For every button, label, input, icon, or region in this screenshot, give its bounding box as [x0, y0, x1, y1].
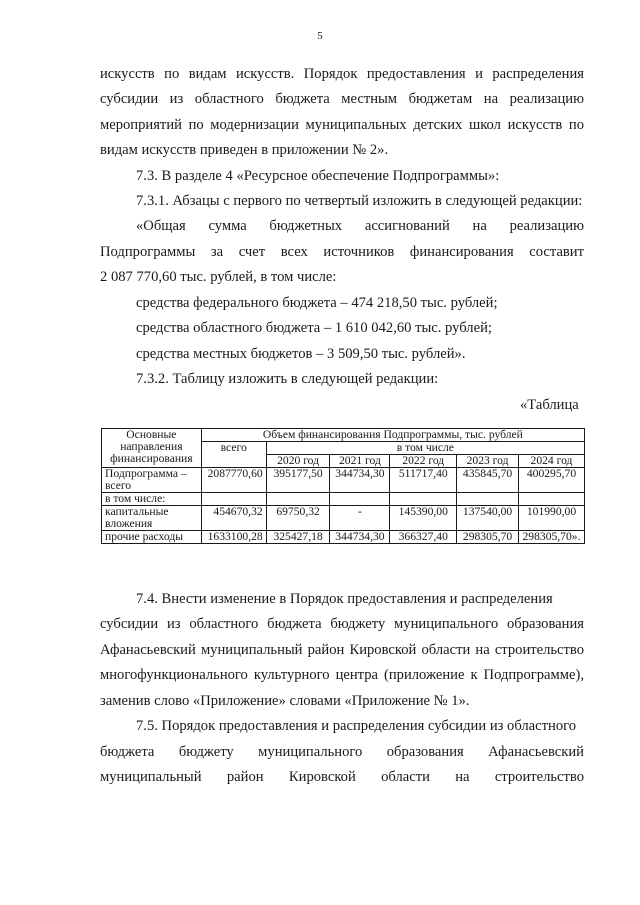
table-cell: [457, 493, 519, 506]
section-7-3: 7.3. В разделе 4 «Ресурсное обеспечение Подпрограммы»:: [136, 168, 500, 184]
paragraph-line: видам искусств приведен в приложении № 2».: [100, 142, 389, 158]
header-year: 2021 год: [330, 455, 390, 468]
header-year: 2024 год: [518, 455, 584, 468]
section-7-4: 7.4. Внести изменение в Порядок предоставления и распределения: [136, 591, 553, 607]
table-cell: 344734,30: [330, 531, 390, 544]
quote-line: средства областного бюджета – 1 610 042,60 тыс. рублей;: [136, 320, 492, 336]
paragraph-line: мероприятий по модернизации муниципальных детских школ искусств по: [100, 117, 584, 133]
table-label: «Таблица: [520, 397, 579, 413]
table-cell: 395177,50: [266, 468, 330, 493]
table-cell: [390, 493, 457, 506]
table-row: [102, 506, 585, 531]
table-cell: 2087770,60: [201, 468, 266, 493]
table-cell: 511717,40: [390, 468, 457, 493]
paragraph-line: субсидии из областного бюджета бюджету муниципального образования: [100, 616, 584, 632]
table-cell: 101990,00: [518, 506, 584, 531]
table-cell: [201, 493, 266, 506]
table-cell: 325427,18: [266, 531, 330, 544]
table-row: [102, 468, 585, 493]
header-year: 2022 год: [390, 455, 457, 468]
quote-line: средства федерального бюджета – 474 218,50 тыс. рублей;: [136, 295, 498, 311]
page-number: 5: [317, 30, 323, 42]
table-cell: -: [330, 506, 390, 531]
header-main: Основные направления финансирования: [102, 429, 202, 468]
quote-line: средства местных бюджетов – 3 509,50 тыс. рублей».: [136, 346, 466, 362]
section-7-3-1: 7.3.1. Абзацы с первого по четвертый изложить в следующей редакции:: [136, 193, 583, 209]
table-cell: [266, 493, 330, 506]
header-year: 2023 год: [457, 455, 519, 468]
table-cell: 344734,30: [330, 468, 390, 493]
paragraph-line: Афанасьевский муниципальный район Кировской области на строительство: [100, 642, 584, 658]
table-row: [102, 493, 585, 506]
table-cell: 145390,00: [390, 506, 457, 531]
table-cell: 400295,70: [518, 468, 584, 493]
table-cell: 69750,32: [266, 506, 330, 531]
header-volume: Объем финансирования Подпрограммы, тыс. рублей: [201, 429, 584, 442]
table-cell: 435845,70: [457, 468, 519, 493]
table-cell: 298305,70».: [518, 531, 584, 544]
row-label: прочие расходы: [102, 531, 202, 544]
table-cell: 366327,40: [390, 531, 457, 544]
header-year: 2020 год: [266, 455, 330, 468]
row-label: капитальные вложения: [102, 506, 202, 531]
header-including: в том числе: [266, 442, 584, 455]
table-cell: 1633100,28: [201, 531, 266, 544]
row-label: в том числе:: [102, 493, 202, 506]
table-cell: 137540,00: [457, 506, 519, 531]
table-cell: [518, 493, 584, 506]
table-cell: 298305,70: [457, 531, 519, 544]
paragraph-line: субсидии из областного бюджета местным бюджетам на реализацию: [100, 91, 584, 107]
section-7-5: 7.5. Порядок предоставления и распределения субсидии из областного: [136, 718, 577, 734]
quote-line: Подпрограммы за счет всех источников финансирования составит: [100, 244, 584, 260]
paragraph-line: бюджета бюджету муниципального образования Афанасьевский: [100, 744, 584, 760]
paragraph-line: многофункционального культурного центра (приложение к Подпрограмме),: [100, 667, 584, 683]
section-7-3-2: 7.3.2. Таблицу изложить в следующей редакции:: [136, 371, 439, 387]
quote-line: 2 087 770,60 тыс. рублей, в том числе:: [100, 269, 337, 285]
paragraph-line: муниципальный район Кировской области на строительство: [100, 769, 584, 785]
quote-line: «Общая сумма бюджетных ассигнований на реализацию: [136, 218, 584, 234]
row-label: Подпрограмма – всего: [102, 468, 202, 493]
financing-table: [101, 428, 585, 544]
paragraph-line: искусств по видам искусств. Порядок предоставления и распределения: [100, 66, 584, 82]
paragraph-line: заменив слово «Приложение» словами «Приложение № 1».: [100, 693, 470, 709]
header-total: всего: [201, 442, 266, 468]
table-row: [102, 531, 585, 544]
table-cell: 454670,32: [201, 506, 266, 531]
table-cell: [330, 493, 390, 506]
